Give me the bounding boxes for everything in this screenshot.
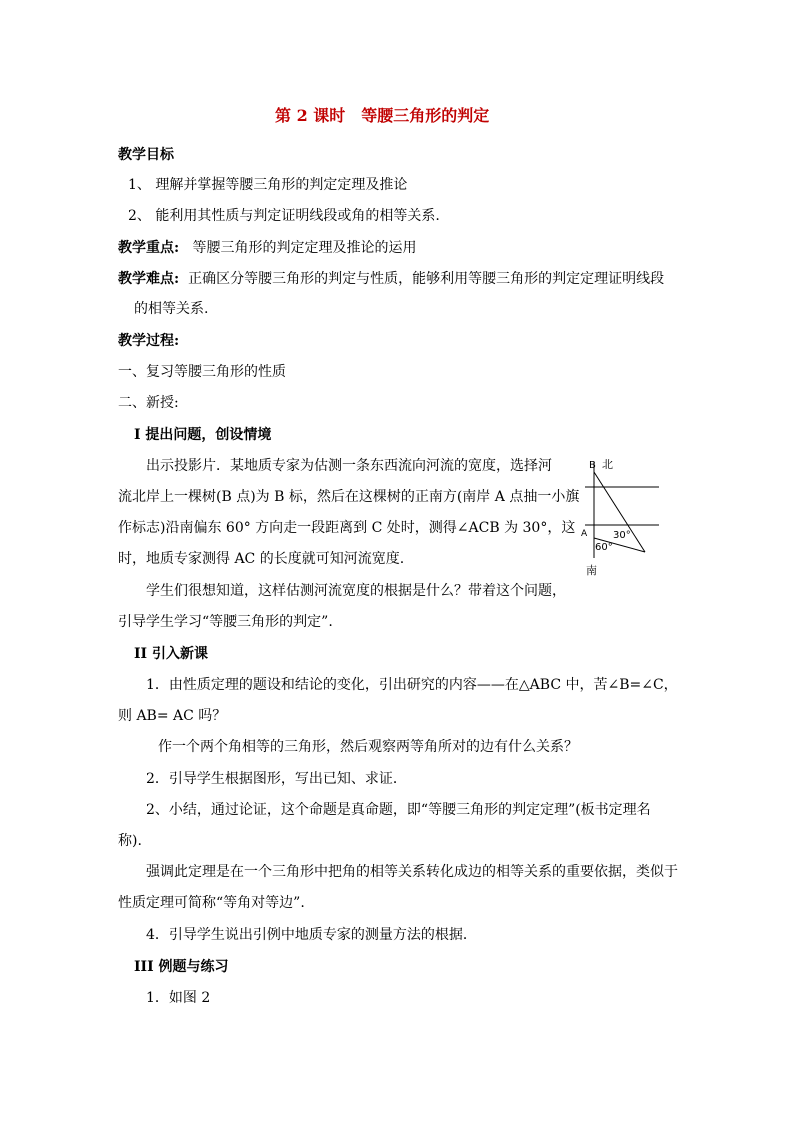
new-lesson-item: 二、新授: bbox=[118, 395, 179, 411]
section1-paragraph: 学生们很想知道，这样估测河流宽度的根据是什么？带着这个问题， bbox=[146, 583, 566, 599]
difficulty-row bbox=[118, 269, 664, 289]
label-b: B bbox=[589, 460, 596, 471]
section2-paragraph: 2．引导学生根据图形，写出已知、求证． bbox=[146, 771, 407, 787]
difficulty-label: 教学难点: bbox=[118, 271, 180, 287]
focus-text: 等腰三角形的判定定理及推论的运用 bbox=[192, 240, 417, 256]
section2-paragraph: 作一个两个角相等的三角形，然后观察两等角所对的边有什么关系？ bbox=[158, 739, 578, 755]
section2-paragraph: 性质定理可简称“等角对等边”. bbox=[118, 895, 305, 911]
section2-paragraph: 则 AB= AC 吗？ bbox=[118, 708, 227, 724]
process-heading: 教学过程: bbox=[118, 333, 180, 349]
section1-paragraph: 作标志)沿南偏东 60° 方向走一段距离到 C 处时，测得∠ACB 为 30°，这 bbox=[118, 520, 576, 536]
section1-heading: I 提出问题，创设情境 bbox=[134, 427, 272, 443]
section1-paragraph: 出示投影片．某地质专家为估测一条东西流向河流的宽度，选择河 bbox=[146, 458, 552, 474]
focus-row bbox=[118, 238, 417, 258]
section2-paragraph: 称). bbox=[118, 833, 142, 849]
label-north: 北 bbox=[602, 458, 613, 471]
section2-heading: II 引入新课 bbox=[134, 646, 208, 662]
lesson-title: 第 2 课时 等腰三角形的判定 bbox=[275, 106, 490, 125]
focus-label: 教学重点: bbox=[118, 240, 180, 256]
section1-paragraph: 时，地质专家测得 AC 的长度就可知河流宽度. bbox=[118, 551, 405, 567]
difficulty-text: 正确区分等腰三角形的判定与性质，能够利用等腰三角形的判定定理证明线段 bbox=[188, 271, 665, 287]
section1-paragraph: 引导学生学习“等腰三角形的判定”. bbox=[118, 614, 333, 630]
review-item: 一、复习等腰三角形的性质 bbox=[118, 364, 286, 380]
river-figure bbox=[575, 450, 670, 580]
section2-paragraph: 2、小结，通过论证，这个命题是真命题，即“等腰三角形的判定定理”(板书定理名 bbox=[146, 802, 651, 818]
objectives-heading: 教学目标 bbox=[118, 147, 174, 163]
section2-paragraph: 1．由性质定理的题设和结论的变化，引出研究的内容——在△ABC 中，苦∠B=∠C， bbox=[146, 677, 678, 693]
section1-paragraph: 流北岸上一棵树(B 点)为 B 标，然后在这棵树的正南方(南岸 A 点抽一小旗 bbox=[118, 489, 580, 505]
section3-paragraph: 1．如图 2 bbox=[146, 990, 211, 1006]
section2-paragraph: 4．引导学生说出引例中地质专家的测量方法的根据． bbox=[146, 927, 477, 943]
objective-item: 2、 能利用其性质与判定证明线段或角的相等关系. bbox=[128, 208, 440, 224]
difficulty-text-cont: 的相等关系. bbox=[134, 301, 209, 317]
objective-item: 1、 理解并掌握等腰三角形的判定定理及推论 bbox=[128, 177, 408, 193]
angle-30-label: 30° bbox=[613, 530, 631, 541]
section2-paragraph: 强调此定理是在一个三角形中把角的相等关系转化成边的相等关系的重要依据，类似于 bbox=[146, 864, 678, 880]
label-south: 南 bbox=[586, 564, 597, 577]
label-a: A bbox=[581, 529, 588, 539]
angle-60-label: 60° bbox=[595, 542, 613, 553]
section3-heading: III 例题与练习 bbox=[134, 959, 229, 975]
